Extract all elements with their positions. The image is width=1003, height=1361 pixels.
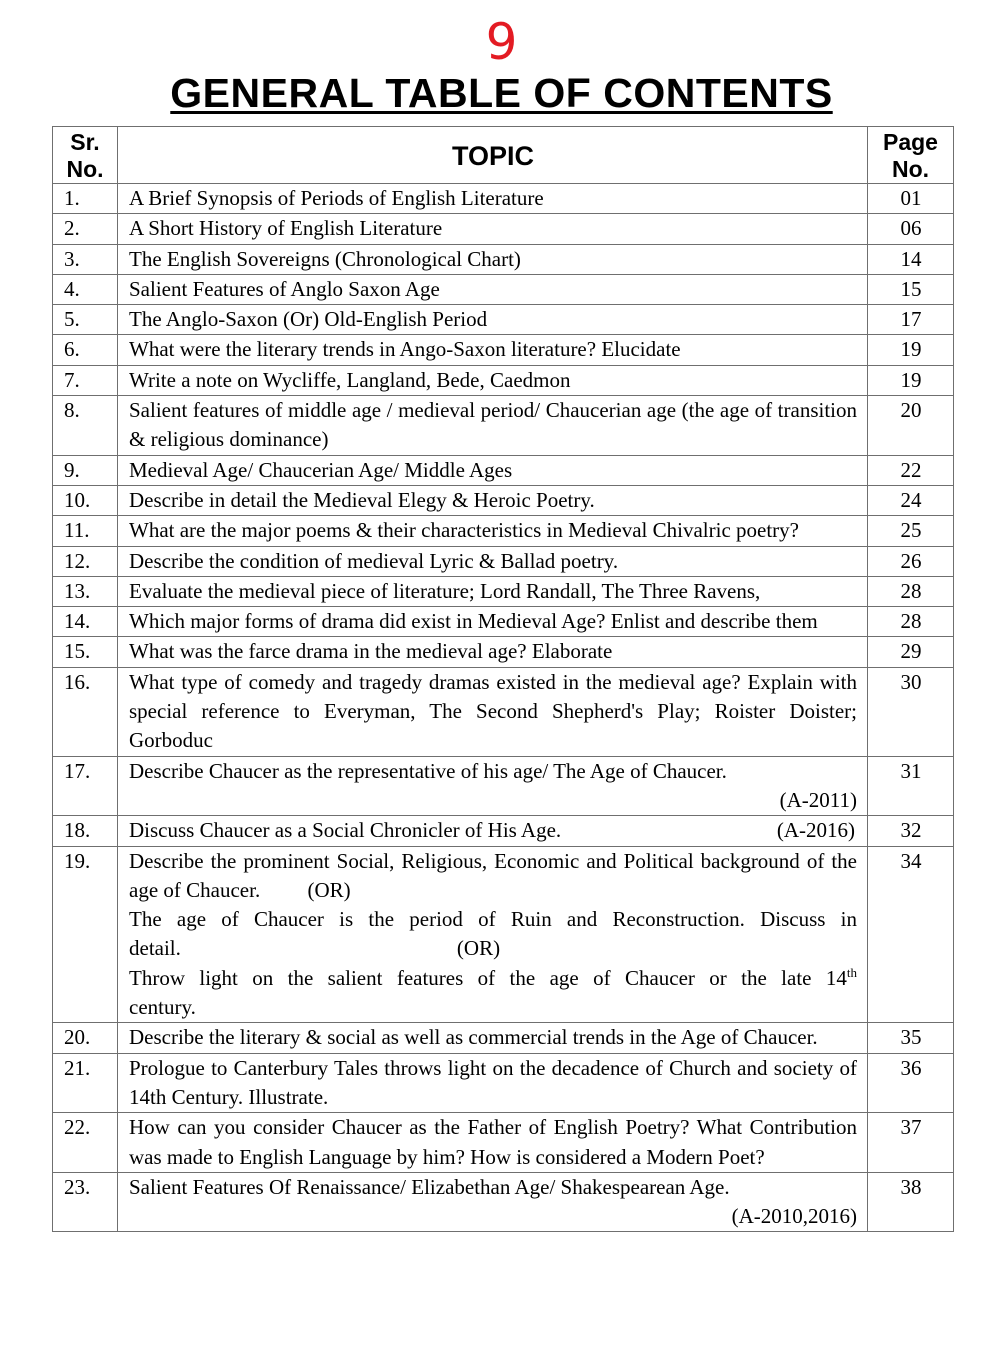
row-topic-part2a: The age of Chaucer is the period of Ruin and Reconstruction. Discuss in	[129, 907, 857, 932]
row-topic[interactable]: What were the literary trends in Ango-Saxon literature? Elucidate	[118, 335, 868, 365]
row-sr: 5.	[53, 305, 118, 335]
row-page: 34	[868, 846, 954, 1023]
row-sr: 19.	[53, 846, 118, 1023]
row-topic[interactable]: What are the major poems & their characteristics in Medieval Chivalric poetry?	[118, 516, 868, 546]
row-page: 22	[868, 455, 954, 485]
row-sr: 22.	[53, 1113, 118, 1173]
row-topic-part1: Describe the prominent Social, Religious, Economic and Political background of the age of Chaucer.	[129, 848, 857, 902]
row-page: 15	[868, 274, 954, 304]
table-row	[53, 637, 954, 667]
table-row	[53, 184, 954, 214]
row-sr: 18.	[53, 816, 118, 846]
row-topic[interactable]: Evaluate the medieval piece of literature; Lord Randall, The Three Ravens,	[118, 576, 868, 606]
row-sr: 12.	[53, 546, 118, 576]
row-page: 36	[868, 1053, 954, 1113]
row-sr: 17.	[53, 756, 118, 816]
row-page: 17	[868, 305, 954, 335]
row-page: 28	[868, 576, 954, 606]
row-topic[interactable]	[118, 816, 868, 846]
row-topic-note: (A-2011)	[779, 787, 857, 812]
row-topic[interactable]: Describe in detail the Medieval Elegy & Heroic Poetry.	[118, 485, 868, 515]
page-number: 9	[485, 13, 518, 71]
row-topic-part3a: Throw light on the salient features of the age of Chaucer or the late 14	[129, 965, 847, 990]
table-row	[53, 756, 954, 816]
document-title-text: GENERAL TABLE OF CONTENTS	[170, 70, 833, 116]
row-topic-text: Discuss Chaucer as a Social Chronicler of His Age.	[129, 818, 562, 843]
row-topic[interactable]: The Anglo-Saxon (Or) Old-English Period	[118, 305, 868, 335]
table-row	[53, 396, 954, 456]
row-topic-part3b: century.	[129, 995, 196, 1020]
row-page: 24	[868, 485, 954, 515]
row-sr: 11.	[53, 516, 118, 546]
row-topic[interactable]: Write a note on Wycliffe, Langland, Bede, Caedmon	[118, 365, 868, 395]
table-row	[53, 274, 954, 304]
row-topic[interactable]: A Short History of English Literature	[118, 214, 868, 244]
row-sr: 1.	[53, 184, 118, 214]
row-page: 37	[868, 1113, 954, 1173]
row-topic-text: Describe Chaucer as the representative of his age/ The Age of Chaucer.	[129, 758, 727, 783]
row-topic-note: (A-2016)	[776, 818, 855, 843]
table-row	[53, 244, 954, 274]
row-page: 19	[868, 335, 954, 365]
table-body	[53, 184, 954, 1232]
row-topic-part2b: detail.	[129, 936, 181, 961]
table-row	[53, 485, 954, 515]
row-sr: 20.	[53, 1023, 118, 1053]
row-sr: 23.	[53, 1172, 118, 1232]
table-row	[53, 576, 954, 606]
row-page: 31	[868, 756, 954, 816]
row-page: 28	[868, 607, 954, 637]
table-row	[53, 546, 954, 576]
row-sr: 2.	[53, 214, 118, 244]
row-page: 32	[868, 816, 954, 846]
row-topic[interactable]: Medieval Age/ Chaucerian Age/ Middle Ages	[118, 455, 868, 485]
table-row	[53, 1172, 954, 1232]
table-row	[53, 816, 954, 846]
row-page: 30	[868, 667, 954, 756]
row-sr: 4.	[53, 274, 118, 304]
table-header-row	[53, 127, 954, 184]
table-row	[53, 667, 954, 756]
table-row	[53, 607, 954, 637]
document-title	[0, 70, 1003, 116]
row-topic[interactable]: Salient features of middle age / medieval period/ Chaucerian age (the age of transition & religious dominance)	[118, 396, 868, 456]
row-sr: 14.	[53, 607, 118, 637]
row-topic-text: Salient Features Of Renaissance/ Elizabethan Age/ Shakespearean Age.	[129, 1174, 730, 1199]
table-row	[53, 455, 954, 485]
row-page: 06	[868, 214, 954, 244]
row-topic[interactable]: Which major forms of drama did exist in Medieval Age? Enlist and describe them	[118, 607, 868, 637]
row-sr: 8.	[53, 396, 118, 456]
table-of-contents	[52, 126, 954, 1232]
table-row	[53, 1023, 954, 1053]
row-sr: 9.	[53, 455, 118, 485]
row-page: 29	[868, 637, 954, 667]
row-topic[interactable]: The English Sovereigns (Chronological Chart)	[118, 244, 868, 274]
row-sr: 6.	[53, 335, 118, 365]
row-topic[interactable]	[118, 1172, 868, 1232]
row-page: 14	[868, 244, 954, 274]
header-page-line1: Page	[883, 128, 938, 155]
table-row	[53, 846, 954, 1023]
row-topic[interactable]: What type of comedy and tragedy dramas existed in the medieval age? Explain with special reference to Everyman, The Second Shepherd's Play; Roister Doister; Gorboduc	[118, 667, 868, 756]
row-topic[interactable]: Describe the literary & social as well as commercial trends in the Age of Chaucer.	[118, 1023, 868, 1053]
row-topic[interactable]: How can you consider Chaucer as the Father of English Poetry? What Contribution was made to English Language by him? How is considered a Modern Poet?	[118, 1113, 868, 1173]
row-page: 38	[868, 1172, 954, 1232]
row-topic[interactable]	[118, 756, 868, 816]
table-row	[53, 1053, 954, 1113]
row-page: 35	[868, 1023, 954, 1053]
row-sr: 13.	[53, 576, 118, 606]
table-row	[53, 365, 954, 395]
header-sr-line1: Sr.	[70, 128, 100, 155]
table-row	[53, 214, 954, 244]
row-topic-note: (A-2010,2016)	[731, 1204, 857, 1229]
table-row	[53, 516, 954, 546]
row-topic[interactable]	[118, 846, 868, 1023]
row-sr: 7.	[53, 365, 118, 395]
row-page: 26	[868, 546, 954, 576]
row-sr: 21.	[53, 1053, 118, 1113]
row-topic-or: (OR)	[456, 936, 501, 961]
row-sr: 15.	[53, 637, 118, 667]
row-topic[interactable]: Prologue to Canterbury Tales throws light on the decadence of Church and society of 14th Century. Illustrate.	[118, 1053, 868, 1113]
row-topic[interactable]: What was the farce drama in the medieval age? Elaborate	[118, 637, 868, 667]
row-topic-sup: th	[846, 964, 857, 980]
row-page: 25	[868, 516, 954, 546]
row-sr: 3.	[53, 244, 118, 274]
row-page: 01	[868, 184, 954, 214]
row-page: 19	[868, 365, 954, 395]
header-sr-line2: No.	[66, 155, 104, 182]
header-sr-no	[53, 127, 118, 184]
row-topic[interactable]: Describe the condition of medieval Lyric & Ballad poetry.	[118, 546, 868, 576]
row-topic-or: (OR)	[307, 877, 351, 902]
row-topic[interactable]: Salient Features of Anglo Saxon Age	[118, 274, 868, 304]
row-topic[interactable]: A Brief Synopsis of Periods of English Literature	[118, 184, 868, 214]
row-sr: 16.	[53, 667, 118, 756]
table-row	[53, 1113, 954, 1173]
table-row	[53, 305, 954, 335]
header-topic: TOPIC	[118, 127, 868, 184]
table-row	[53, 335, 954, 365]
row-sr: 10.	[53, 485, 118, 515]
row-page: 20	[868, 396, 954, 456]
header-page-no	[868, 127, 954, 184]
header-page-line2: No.	[891, 155, 930, 182]
